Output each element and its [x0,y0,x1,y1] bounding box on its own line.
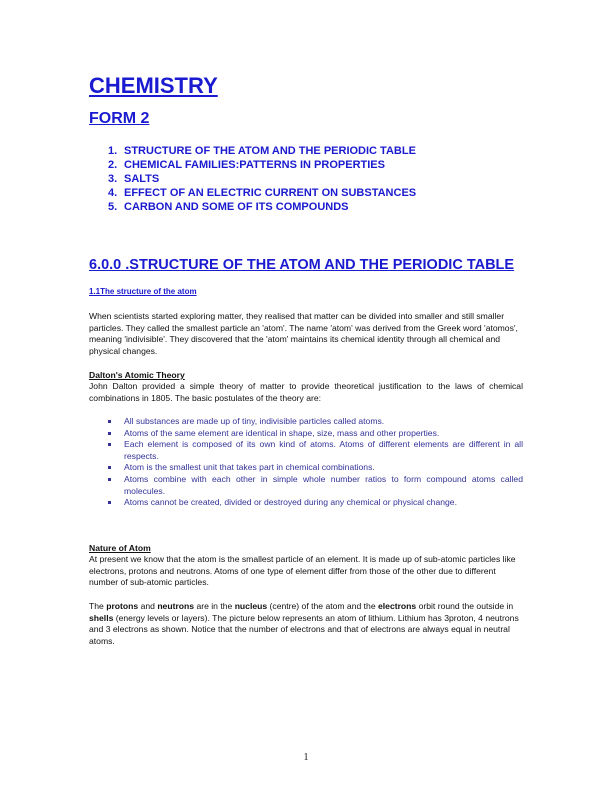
page-number: 1 [303,752,309,763]
list-item: Atoms cannot be created, divided or destroyed during any chemical or physical change. [108,497,523,509]
nature-heading: Nature of Atom [89,543,151,553]
postulates-list [108,416,523,509]
document-title: CHEMISTRY [89,73,218,98]
bullet-icon [108,478,111,481]
bullet-icon [108,501,111,504]
list-item: Atoms of the same element are identical in shape, size, mass and other properties. [108,428,523,440]
intro-paragraph: When scientists started exploring matter, they realised that matter can be divided into smaller and still smaller particles. They called the smallest particle an 'atom'. The name 'atom' was derived from the Greek word 'atomos', meaning 'indivisible'. They discovered that the 'atom' maintains its chemical identity through all chemical and physical changes. [89,311,518,356]
section-heading: 6.0.0 .STRUCTURE OF THE ATOM AND THE PERIODIC TABLE [89,257,515,273]
nature-paragraph-2: The protons and neutrons are in the nucleus (centre) of the atom and the electrons orbit round the outside in shells (energy levels or layers). The picture below represents an atom of lithium. Lithium has 3proton, 4 neutrons and 3 electrons as shown. Notice that the number of electrons and that of electrons are always equal in neutral atoms. [89,601,519,646]
bullet-icon [108,443,111,446]
toc-item: 1. STRUCTURE OF THE ATOM AND THE PERIODIC TABLE [108,145,416,157]
dalton-text: John Dalton provided a simple theory of matter to provide theoretical justification to the laws of chemical combinations in 1805. The basic postulates of the theory are: [89,381,523,403]
form-heading: FORM 2 [89,110,150,127]
list-item: Each element is composed of its own kind of atoms. Atoms of different elements are different in all respects. [108,439,523,462]
nature-text: At present we know that the atom is the smallest particle of an element. It is made up of sub-atomic particles like electrons, protons and neutrons. Atoms of one type of element differ from those of the other due to different number of sub-atomic particles. [89,554,516,588]
toc-item: 2. CHEMICAL FAMILIES:PATTERNS IN PROPERTIES [108,159,385,171]
bullet-icon [108,466,111,469]
bullet-icon [108,432,111,435]
list-item: Atom is the smallest unit that takes part in chemical combinations. [108,462,523,474]
subsection-heading: 1.1The structure of the atom [89,287,197,296]
toc-item: 3. SALTS [108,173,160,185]
table-of-contents [108,144,416,214]
toc-item: 5. CARBON AND SOME OF ITS COMPOUNDS [108,201,349,213]
list-item: All substances are made up of tiny, indivisible particles called atoms. [108,416,523,428]
dalton-heading: Dalton's Atomic Theory [89,370,185,380]
toc-item: 4. EFFECT OF AN ELECTRIC CURRENT ON SUBSTANCES [108,187,417,199]
bullet-icon [108,420,111,423]
list-item: Atoms combine with each other in simple whole number ratios to form compound atoms called molecules. [108,474,523,497]
